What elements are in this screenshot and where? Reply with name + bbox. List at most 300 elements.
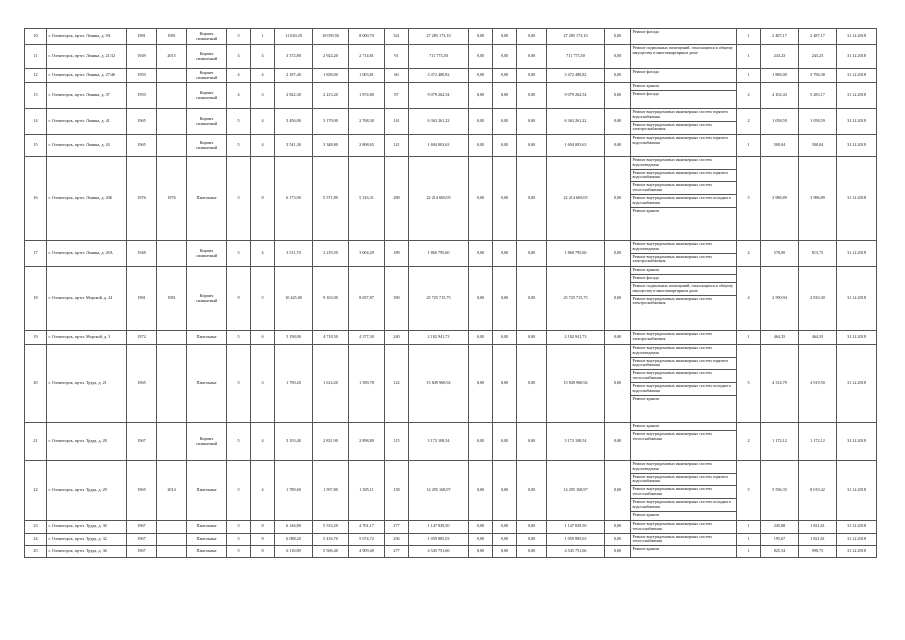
cell-k: 1 [737,521,761,534]
cell-en: 5 [251,267,275,331]
cell-dt: 31.12.2018 [837,331,877,345]
cell-ow: 3 472 480,82 [547,69,605,83]
cell-res: 87 [385,83,409,109]
cell-y2: 1976 [157,157,187,241]
cell-p2: 3 796,38 [799,69,837,83]
cell-a3: 4 377,30 [349,331,385,345]
cell-dt: 31.12.2018 [837,109,877,135]
cell-a2: 5 533,20 [313,521,349,534]
cell-cost: 3 472 480,82 [409,69,469,83]
cell-a2: 5 416,70 [313,533,349,546]
cell-k: 2 [737,423,761,461]
cell-z3: 0,00 [517,135,547,157]
cell-dt: 31.12.2018 [837,423,877,461]
cell-fl: 5 [227,241,251,267]
cell-cost: 25 725 715,75 [409,267,469,331]
cell-z1: 0,00 [469,83,493,109]
cell-a2: 5 506,40 [313,546,349,558]
cell-ow: 4 545 751,66 [547,546,605,558]
cell-a2: 3 348,80 [313,135,349,157]
repair-work-item: Ремонт внутридомовых инженерных систем горячего водоснабжения [631,358,736,371]
cell-ow: 27 285 173,10 [547,29,605,45]
cell-en: 3 [251,83,275,109]
cell-dt: 31.12.2018 [837,83,877,109]
cell-k: 1 [737,29,761,45]
cell-a1: 10 425,00 [275,267,313,331]
repair-work-item: Ремонт крыши [632,511,659,517]
table-row [25,69,877,83]
cell-z2: 0,00 [493,331,517,345]
cell-en: 8 [251,533,275,546]
cell-y1: 1950 [127,69,157,83]
cell-a2: 2 831,90 [313,423,349,461]
cell-ow: 1 694 003,63 [547,135,605,157]
cell-z4: 0,00 [605,546,631,558]
cell-mat: Кирпич силикатный [187,423,227,461]
cell-ow: 711 773,50 [547,45,605,69]
cell-addr: г. Оленегорск, пр-кт. Труда, д. 30 [47,521,127,534]
cell-fl: 9 [227,267,251,331]
cell-a1: 1 789,60 [275,461,313,521]
cell-z3: 0,00 [517,267,547,331]
cell-n: 16 [25,157,47,241]
cell-y2 [157,345,187,423]
cell-n: 17 [25,241,47,267]
cell-k: 1 [737,69,761,83]
repair-work-item: Ремонт крыши [632,395,659,401]
cell-z3: 0,00 [517,461,547,521]
cell-z2: 0,00 [493,157,517,241]
cell-mat: Кирпич силикатный [187,45,227,69]
cell-p2: 1 058,59 [799,109,837,135]
cell-p1: 2 487,17 [761,29,799,45]
cell-p1: 1 058,59 [761,109,799,135]
cell-mat: Панельные [187,533,227,546]
repair-work-item: Ремонт крыши [632,207,659,213]
cell-en: 4 [251,423,275,461]
repair-work-item: Ремонт внутридомовых инженерных систем холодного водоснабжения [631,499,736,512]
cell-z3: 0,00 [517,29,547,45]
cell-z4: 0,00 [605,345,631,423]
cell-z4: 0,00 [605,423,631,461]
cell-res: 189 [385,241,409,267]
cell-k: 4 [737,267,761,331]
cell-dt: 31.12.2018 [837,241,877,267]
cell-z2: 0,00 [493,423,517,461]
cell-fl: 4 [227,69,251,83]
table-row [25,331,877,345]
cell-a1: 11 630,20 [275,29,313,45]
table-row [25,109,877,135]
cell-dt: 31.12.2018 [837,135,877,157]
cell-mat: Кирпич силикатный [187,109,227,135]
table-row [25,45,877,69]
cell-mat: Панельные [187,345,227,423]
cell-mat: Кирпич силикатный [187,135,227,157]
cell-mat: Панельные [187,461,227,521]
cell-cost: 9 079 262,54 [409,83,469,109]
repair-work-item: Ремонт крыши [631,83,736,91]
cell-z2: 0,00 [493,241,517,267]
cell-p2: 8 019,42 [799,461,837,521]
cell-a1: 2 822,30 [275,83,313,109]
cell-y2 [157,83,187,109]
repair-work-item: Ремонт фасада [631,275,736,283]
cell-y2 [157,533,187,546]
repair-work-item: Ремонт внутридомовых инженерных систем теплоснабжения [631,370,736,383]
cell-fl: 5 [227,521,251,534]
cell-a1: 6 173,90 [275,157,313,241]
cell-en: 4 [251,241,275,267]
cell-n: 14 [25,109,47,135]
cell-z3: 0,00 [517,45,547,69]
repair-work-item: Ремонт внутридомовых инженерных систем водоотведения [631,241,736,254]
cell-z3: 0,00 [517,69,547,83]
table-row [25,267,877,331]
cell-z1: 0,00 [469,109,493,135]
cell-z2: 0,00 [493,135,517,157]
cell-p1: 1 172,12 [761,423,799,461]
cell-a1: 6 110,80 [275,546,313,558]
cell-res: 321 [385,29,409,45]
cell-z1: 0,00 [469,345,493,423]
cell-mat: Панельные [187,331,227,345]
cell-a3: 5 316,31 [349,157,385,241]
cell-a2: 1 838,00 [313,69,349,83]
table-row [25,533,877,546]
repair-work-item: Ремонт внутридомовых инженерных систем водоотведения [631,345,736,358]
cell-n: 24 [25,533,47,546]
cell-n: 22 [25,461,47,521]
cell-z4: 0,00 [605,29,631,45]
cell-fl: 5 [227,533,251,546]
cell-dt: 31.12.2018 [837,267,877,331]
cell-n: 15 [25,135,47,157]
repair-work-item: Ремонт внутридомовых инженерных систем горячего водоснабжения [631,474,736,487]
cell-y2: 2015 [157,45,187,69]
cell-res: 121 [385,135,409,157]
cell-k: 1 [737,533,761,546]
cell-n: 12 [25,69,47,83]
cell-y1: 1965 [127,345,157,423]
cell-dt: 31.12.2018 [837,546,877,558]
repair-works-cell [631,521,737,534]
repair-works-cell [631,157,737,241]
cell-en: 4 [251,109,275,135]
cell-en: 4 [251,461,275,521]
repair-work-item: Ремонт крыши [632,546,659,552]
cell-dt: 31.12.2018 [837,69,877,83]
cell-fl: 5 [227,109,251,135]
cell-p1: 4 314,79 [761,345,799,423]
cell-p2: 4 919,50 [799,345,837,423]
cell-en: 4 [251,69,275,83]
cell-y2 [157,521,187,534]
cell-k: 2 [737,83,761,109]
cell-dt: 31.12.2018 [837,533,877,546]
cell-addr: г. Оленегорск, пр-кт. Ленина, д. 21/32 [47,45,127,69]
cell-y1: 1972 [127,331,157,345]
cell-y1: 1967 [127,546,157,558]
cell-a3: 3 004,29 [349,241,385,267]
cell-cost: 1 694 003,63 [409,135,469,157]
cell-y1: 1967 [127,533,157,546]
cell-a1: 3 541,30 [275,135,313,157]
cell-a2: 2 922,20 [313,45,349,69]
cell-a3: 4 909,40 [349,546,385,558]
cell-a3: 1 003,81 [349,69,385,83]
cell-z4: 0,00 [605,331,631,345]
cell-z1: 0,00 [469,546,493,558]
repair-work-item: Ремонт внутридомовых инженерных систем электроснабжения [632,295,712,306]
cell-z3: 0,00 [517,345,547,423]
cell-cost: 1 059 885,03 [409,533,469,546]
repair-work-item: Ремонт внутридомовых инженерных систем электроснабжения [632,331,712,341]
cell-a2: 1 597,80 [313,461,349,521]
cell-a2: 5 571,80 [313,157,349,241]
cell-en: 8 [251,521,275,534]
repair-work-item: Ремонт фасада [632,69,659,74]
cell-y2 [157,546,187,558]
cell-cost: 2 182 941,73 [409,331,469,345]
cell-z3: 0,00 [517,83,547,109]
cell-y1: 1965 [127,135,157,157]
cell-z1: 0,00 [469,331,493,345]
cell-cost: 3 172 108,54 [409,423,469,461]
cell-cost: 1 147 829,50 [409,521,469,534]
cell-y1: 1949 [127,45,157,69]
cell-k: 5 [737,461,761,521]
cell-z3: 0,00 [517,533,547,546]
cell-k: 1 [737,546,761,558]
cell-z4: 0,00 [605,533,631,546]
cell-z4: 0,00 [605,267,631,331]
cell-z2: 0,00 [493,267,517,331]
repair-work-item: Ремонт подвальных помещений, относящихся к общему имуществу в многоквартирном доме [632,45,734,55]
cell-z1: 0,00 [469,29,493,45]
cell-a3: 5 074,72 [349,533,385,546]
cell-res: 256 [385,533,409,546]
repair-work-item: Ремонт фасада [632,29,659,34]
cell-res: 289 [385,157,409,241]
cell-z2: 0,00 [493,109,517,135]
cell-k: 5 [737,157,761,241]
cell-a3: 8 000,70 [349,29,385,45]
cell-z1: 0,00 [469,423,493,461]
cell-res: 390 [385,267,409,331]
cell-dt: 31.12.2018 [837,45,877,69]
cell-p1: 5 596,35 [761,461,799,521]
repair-work-item: Ремонт внутридомовых инженерных систем теплоснабжения [632,533,712,544]
cell-z2: 0,00 [493,29,517,45]
cell-a1: 3 456,00 [275,109,313,135]
cell-cost: 4 545 751,66 [409,546,469,558]
repair-work-item: Ремонт внутридомовых инженерных систем водоотведения [631,157,736,170]
cell-fl: 5 [227,345,251,423]
repair-works-cell [631,83,737,109]
cell-addr: г. Оленегорск, пр-кт. Морской, д. 24 [47,267,127,331]
cell-mat: Панельные [187,521,227,534]
cell-cost: 27 285 173,10 [409,29,469,45]
cell-p1: 464,35 [761,331,799,345]
cell-n: 25 [25,546,47,558]
cell-addr: г. Оленегорск, пр-кт. Ленина, д. 45А [47,241,127,267]
cell-cost: 15 849 968,92 [409,345,469,423]
repair-works-cell [631,331,737,345]
repair-works-cell [631,345,737,423]
cell-p1: 245,88 [761,521,799,534]
cell-a1: 3 511,70 [275,241,313,267]
cell-y1: 1965 [127,461,157,521]
cell-p1: 578,00 [761,241,799,267]
repair-work-item: Ремонт внутридомовых инженерных систем холодного водоснабжения [631,383,736,396]
cell-res: 158 [385,461,409,521]
repair-works-cell [631,29,737,45]
cell-z3: 0,00 [517,521,547,534]
cell-a3: 2 768,30 [349,109,385,135]
cell-z2: 0,00 [493,533,517,546]
repair-work-item: Ремонт внутридомовых инженерных систем электроснабжения [632,121,712,132]
repair-work-item: Ремонт внутридомовых инженерных систем теплоснабжения [632,431,712,441]
repair-works-cell [631,461,737,521]
cell-p1: 825,54 [761,546,799,558]
cell-y1: 1967 [127,521,157,534]
cell-p1: 3 986,89 [761,157,799,241]
cell-k: 2 [737,241,761,267]
cell-a1: 6 088,20 [275,533,313,546]
document-page [24,28,876,558]
cell-z2: 0,00 [493,461,517,521]
cell-a3: 1 385,11 [349,461,385,521]
cell-z1: 0,00 [469,69,493,83]
table-row [25,546,877,558]
cell-p2: 500,04 [799,135,837,157]
cell-cost: 6 363 261,22 [409,109,469,135]
cell-y1: 1948 [127,241,157,267]
repair-works-cell [631,135,737,157]
cell-res: 277 [385,546,409,558]
repair-work-item: Ремонт крыши [631,267,736,275]
cell-p1: 2 590,94 [761,267,799,331]
cell-cost: 711 773,50 [409,45,469,69]
cell-k: 1 [737,331,761,345]
cell-fl: 5 [227,461,251,521]
cell-en: 6 [251,331,275,345]
cell-a2: 3 170,00 [313,109,349,135]
cell-cost: 1 860 795,60 [409,241,469,267]
cell-ow: 6 363 261,22 [547,109,605,135]
cell-mat: Кирпич силикатный [187,69,227,83]
cell-n: 11 [25,45,47,69]
cell-z1: 0,00 [469,135,493,157]
repair-work-item: Ремонт внутридомовых инженерных систем теплоснабжения [631,182,736,195]
cell-a2: 10 059,50 [313,29,349,45]
cell-p2: 1 172,12 [799,423,837,461]
cell-a2: 4 718,50 [313,331,349,345]
cell-n: 19 [25,331,47,345]
cell-p2: 464,35 [799,331,837,345]
cell-k: 5 [737,345,761,423]
repair-work-item: Ремонт внутридомовых инженерных систем теплоснабжения [631,486,736,499]
cell-en: 4 [251,135,275,157]
cell-n: 20 [25,345,47,423]
cell-z1: 0,00 [469,45,493,69]
cell-p1: 500,04 [761,135,799,157]
cell-en: 1 [251,29,275,45]
cell-a3: 8 657,87 [349,267,385,331]
cell-y2 [157,331,187,345]
repair-works-cell [631,533,737,546]
repair-works-cell [631,109,737,135]
cell-p1: 243,23 [761,45,799,69]
cell-z4: 0,00 [605,521,631,534]
cell-n: 13 [25,83,47,109]
cell-fl: 5 [227,331,251,345]
table-row [25,241,877,267]
cell-dt: 31.12.2018 [837,345,877,423]
repair-works-cell [631,69,737,83]
cell-fl: 4 [227,45,251,69]
cell-z4: 0,00 [605,83,631,109]
cell-addr: г. Оленегорск, пр-кт. Труда, д. 21 [47,345,127,423]
cell-p2: 813,73 [799,241,837,267]
repair-work-item: Ремонт внутридомовых инженерных систем горячего водоснабжения [632,135,729,145]
cell-y2: 2014 [157,461,187,521]
repair-works-cell [631,546,737,558]
repair-work-item: Ремонт фасада [632,91,659,96]
cell-en: 8 [251,157,275,241]
cell-z2: 0,00 [493,69,517,83]
repair-work-item: Ремонт подвальных помещений, относящихся к общему имуществу в многоквартирном доме [631,283,736,296]
cell-fl: 5 [227,423,251,461]
cell-res: 122 [385,345,409,423]
cell-addr: г. Оленегорск, пр-кт. Ленина, д. 9А [47,29,127,45]
cell-n: 23 [25,521,47,534]
repair-work-item: Ремонт внутридомовых инженерных систем водоотведения [631,461,736,474]
cell-p2: 3 986,89 [799,157,837,241]
cell-p2: 5 283,17 [799,83,837,109]
cell-a1: 1 790,20 [275,345,313,423]
cell-a3: 2 898,80 [349,423,385,461]
cell-res: 91 [385,45,409,69]
cell-z3: 0,00 [517,109,547,135]
cell-addr: г. Оленегорск, пр-кт. Ленина, д. 43Б [47,157,127,241]
cell-p1: 4 102,43 [761,83,799,109]
cell-addr: г. Оленегорск, пр-кт. Ленина, д. 43 [47,135,127,157]
cell-z1: 0,00 [469,521,493,534]
cell-y2: 1981 [157,29,187,45]
cell-p2: 2 487,17 [799,29,837,45]
table-row [25,461,877,521]
cell-a1: 3 372,80 [275,45,313,69]
cell-mat: Кирпич силикатный [187,241,227,267]
repair-work-item: Ремонт внутридомовых инженерных систем теплоснабжения [632,521,712,531]
cell-dt: 31.12.2018 [837,461,877,521]
cell-dt: 31.12.2018 [837,521,877,534]
repair-work-item: Ремонт внутридомовых инженерных систем горячего водоснабжения [631,109,736,122]
cell-z3: 0,00 [517,423,547,461]
cell-fl: 5 [227,135,251,157]
cell-a2: 9 163,00 [313,267,349,331]
cell-z2: 0,00 [493,83,517,109]
cell-p2: 990,73 [799,546,837,558]
repair-works-cell [631,423,737,461]
cell-ow: 25 725 715,75 [547,267,605,331]
cell-mat: Панельные [187,157,227,241]
repair-work-item: Ремонт внутридомовых инженерных систем холодного водоснабжения [631,195,736,208]
table-row [25,345,877,423]
cell-ow: 15 849 968,92 [547,345,605,423]
